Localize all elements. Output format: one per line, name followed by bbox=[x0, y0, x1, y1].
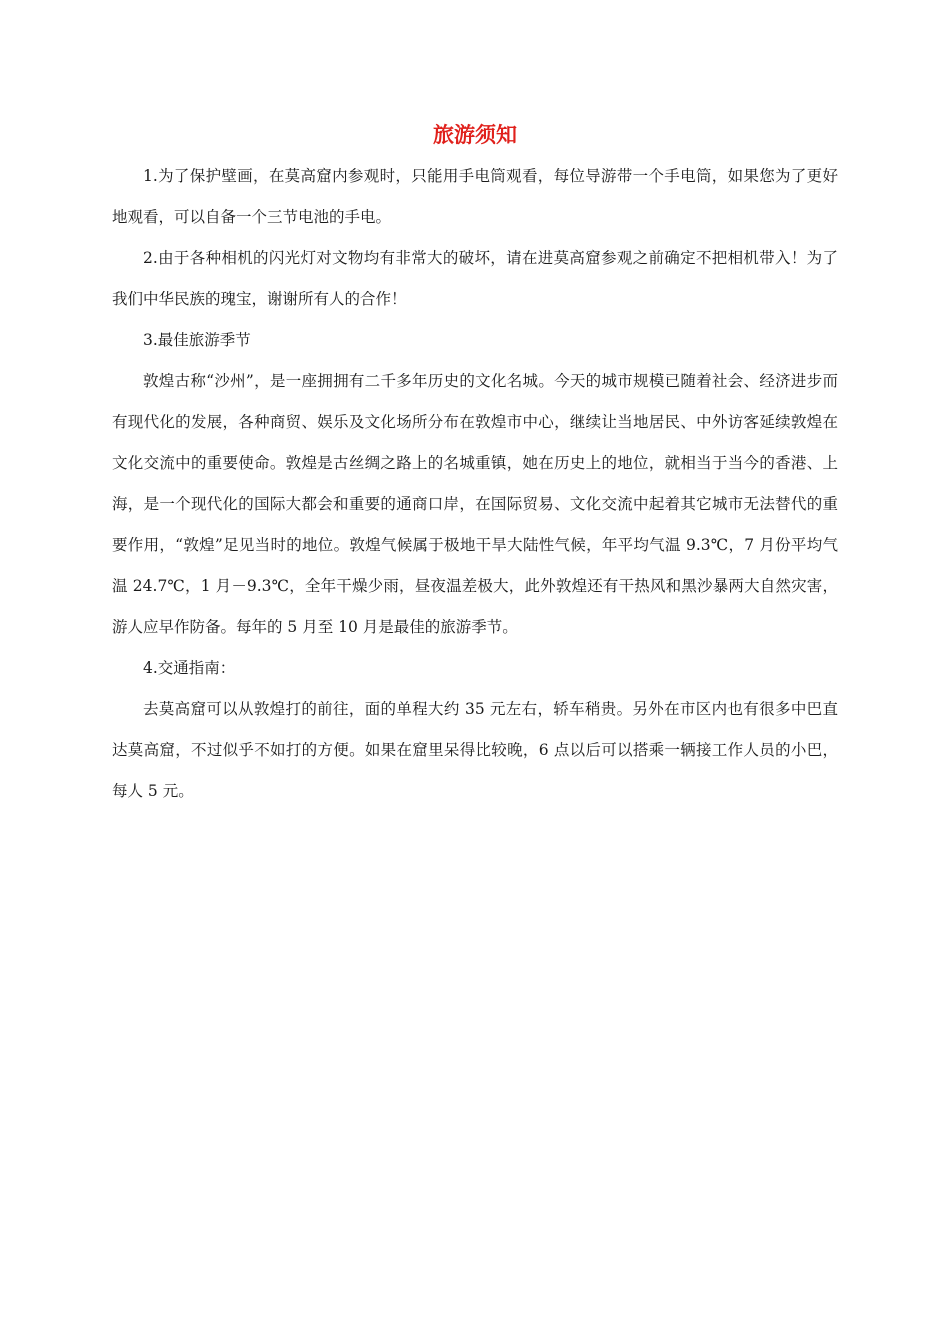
paragraph-camera-rule: 2.由于各种相机的闪光灯对文物均有非常大的破坏，请在进莫高窟参观之前确定不把相机带入！为了我们中华民族的瑰宝，谢谢所有人的合作！ bbox=[112, 249, 838, 308]
document-page bbox=[112, 118, 838, 812]
document-title: 旅游须知 bbox=[433, 122, 517, 147]
paragraph-flashlight-rule: 1.为了保护壁画，在莫高窟内参观时，只能用手电筒观看，每位导游带一个手电筒，如果您为了更好地观看，可以自备一个三节电池的手电。 bbox=[112, 167, 838, 226]
paragraph-transport-heading: 4.交通指南： bbox=[143, 659, 236, 677]
paragraph-dunhuang-intro: 敦煌古称“沙州”，是一座拥拥有二千多年历史的文化名城。今天的城市规模已随着社会、经济进步而有现代化的发展，各种商贸、娱乐及文化场所分布在敦煌市中心，继续让当地居民、中外访客延续敦煌在文化交流中的重要使命。敦煌是古丝绸之路上的名城重镇，她在历史上的地位，就相当于当今的香港、上海，是一个现代化的国际大都会和重要的通商口岸，在国际贸易、文化交流中起着其它城市无法替代的重要作用，“敦煌”足见当时的地位。敦煌气候属于极地干旱大陆性气候，年平均气温 9.3℃，7 月份平均气温 24.7℃，1 月－9.3℃，全年干燥少雨，昼夜温差极大，此外敦煌还有干热风和黑沙暴两大自然灾害，游人应早作防备。每年的 5 月至 10 月是最佳的旅游季节。 bbox=[112, 372, 838, 636]
paragraph-season-heading: 3.最佳旅游季节 bbox=[143, 331, 251, 349]
paragraph-transport-details: 去莫高窟可以从敦煌打的前往，面的单程大约 35 元左右，轿车稍贵。另外在市区内也有很多中巴直达莫高窟，不过似乎不如打的方便。如果在窟里呆得比较晚，6 点以后可以搭乘一辆接工作人员的小巴，每人 5 元。 bbox=[112, 700, 838, 800]
